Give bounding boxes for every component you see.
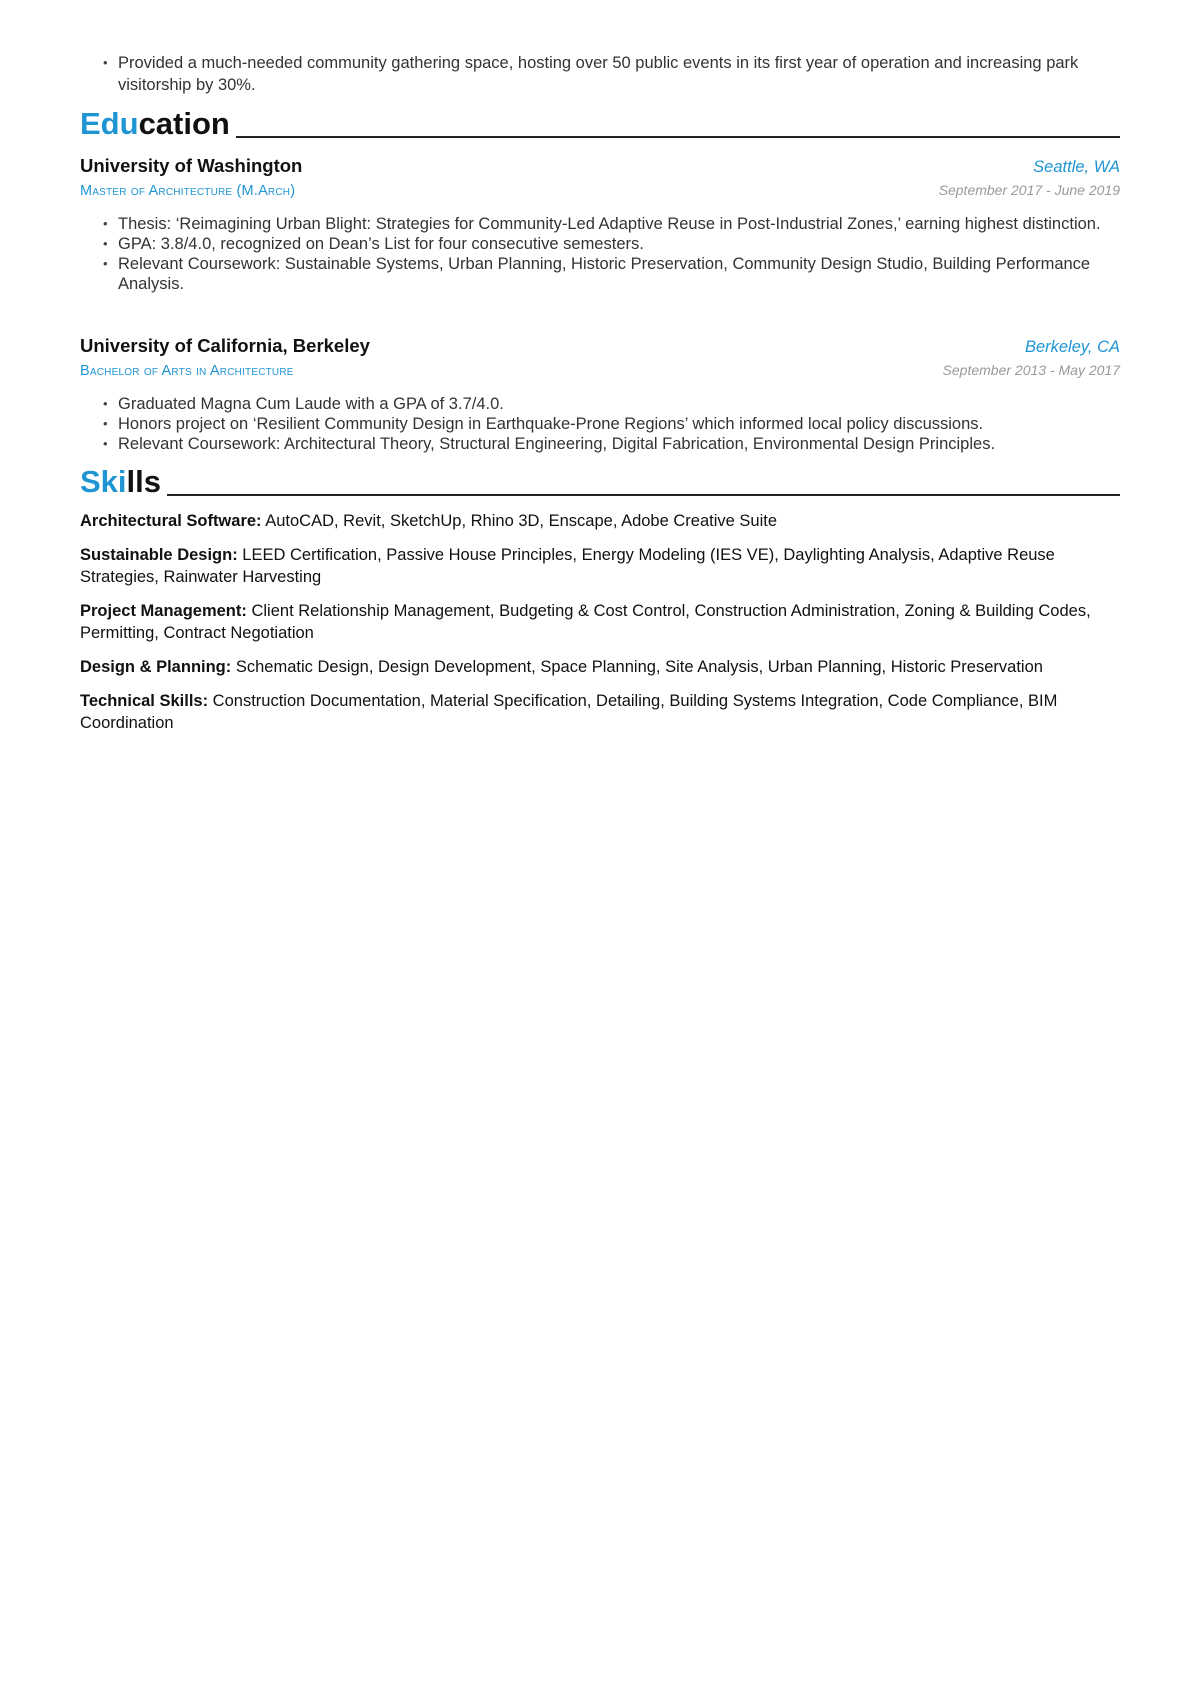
skill-value: AutoCAD, Revit, SketchUp, Rhino 3D, Enscape, Adobe Creative Suite (265, 512, 778, 530)
skill-row (80, 544, 1120, 588)
section-divider (167, 494, 1120, 496)
skill-row (80, 510, 1120, 532)
skill-label: Technical Skills: (80, 692, 209, 710)
skills-title: Skills (80, 464, 161, 499)
skill-label: Sustainable Design: (80, 546, 238, 564)
bullet-item: • Graduated Magna Cum Laude with a GPA of 3.7/4.0. (80, 394, 1120, 414)
education-bullets (80, 394, 1120, 454)
skills-heading (80, 462, 1120, 500)
education-bullets (80, 214, 1120, 294)
dates: September 2017 - June 2019 (938, 182, 1120, 198)
bullet-item: • Thesis: ‘Reimagining Urban Blight: Strategies for Community-Led Adaptive Reuse in Post-Industrial Zones,’ earning highest distinction. (80, 214, 1120, 234)
bullet-item: • GPA: 3.8/4.0, recognized on Dean’s List for four consecutive semesters. (80, 234, 1120, 254)
school-name: University of California, Berkeley (80, 335, 370, 356)
skill-value: Construction Documentation, Material Specification, Detailing, Building Systems Integration, Code Compliance, BIM Coordination (80, 692, 1058, 732)
skill-label: Design & Planning: (80, 658, 232, 676)
bullet-item: • Honors project on ‘Resilient Community Design in Earthquake-Prone Regions’ which informed local policy discussions. (80, 414, 1120, 434)
skill-value: Client Relationship Management, Budgeting & Cost Control, Construction Administration, Zoning & Building Codes, Permitting, Contract Negotiation (80, 602, 1091, 642)
skill-row (80, 656, 1120, 678)
education-heading (80, 104, 1120, 142)
dates: September 2013 - May 2017 (942, 362, 1120, 378)
skill-row (80, 600, 1120, 644)
education-entry (80, 334, 1120, 454)
skill-row (80, 690, 1120, 734)
school-name: University of Washington (80, 155, 303, 176)
previous-section-bullets (80, 52, 1120, 96)
bullet-item: • Provided a much-needed community gathering space, hosting over 50 public events in its first year of operation and increasing park visitorship by 30%. (80, 52, 1120, 96)
degree: Bachelor of Arts in Architecture (80, 363, 294, 379)
education-title: Education (80, 106, 230, 141)
school-location: Berkeley, CA (1024, 338, 1120, 356)
education-entry (80, 154, 1120, 294)
bullet-item: • Relevant Coursework: Architectural Theory, Structural Engineering, Digital Fabrication, Environmental Design Principles. (80, 434, 1120, 454)
school-location: Seattle, WA (1033, 158, 1120, 176)
skills-list (80, 510, 1120, 746)
skill-label: Project Management: (80, 602, 247, 620)
skill-label: Architectural Software: (80, 512, 262, 530)
bullet-item: • Relevant Coursework: Sustainable Systems, Urban Planning, Historic Preservation, Community Design Studio, Building Performance Analysis. (80, 254, 1120, 294)
section-divider (236, 136, 1120, 138)
skill-value: Schematic Design, Design Development, Space Planning, Site Analysis, Urban Planning, Historic Preservation (235, 658, 1043, 676)
skill-value: LEED Certification, Passive House Principles, Energy Modeling (IES VE), Daylighting Analysis, Adaptive Reuse Strategies, Rainwater Harvesting (80, 546, 1055, 586)
degree: Master of Architecture (M.Arch) (80, 183, 296, 199)
